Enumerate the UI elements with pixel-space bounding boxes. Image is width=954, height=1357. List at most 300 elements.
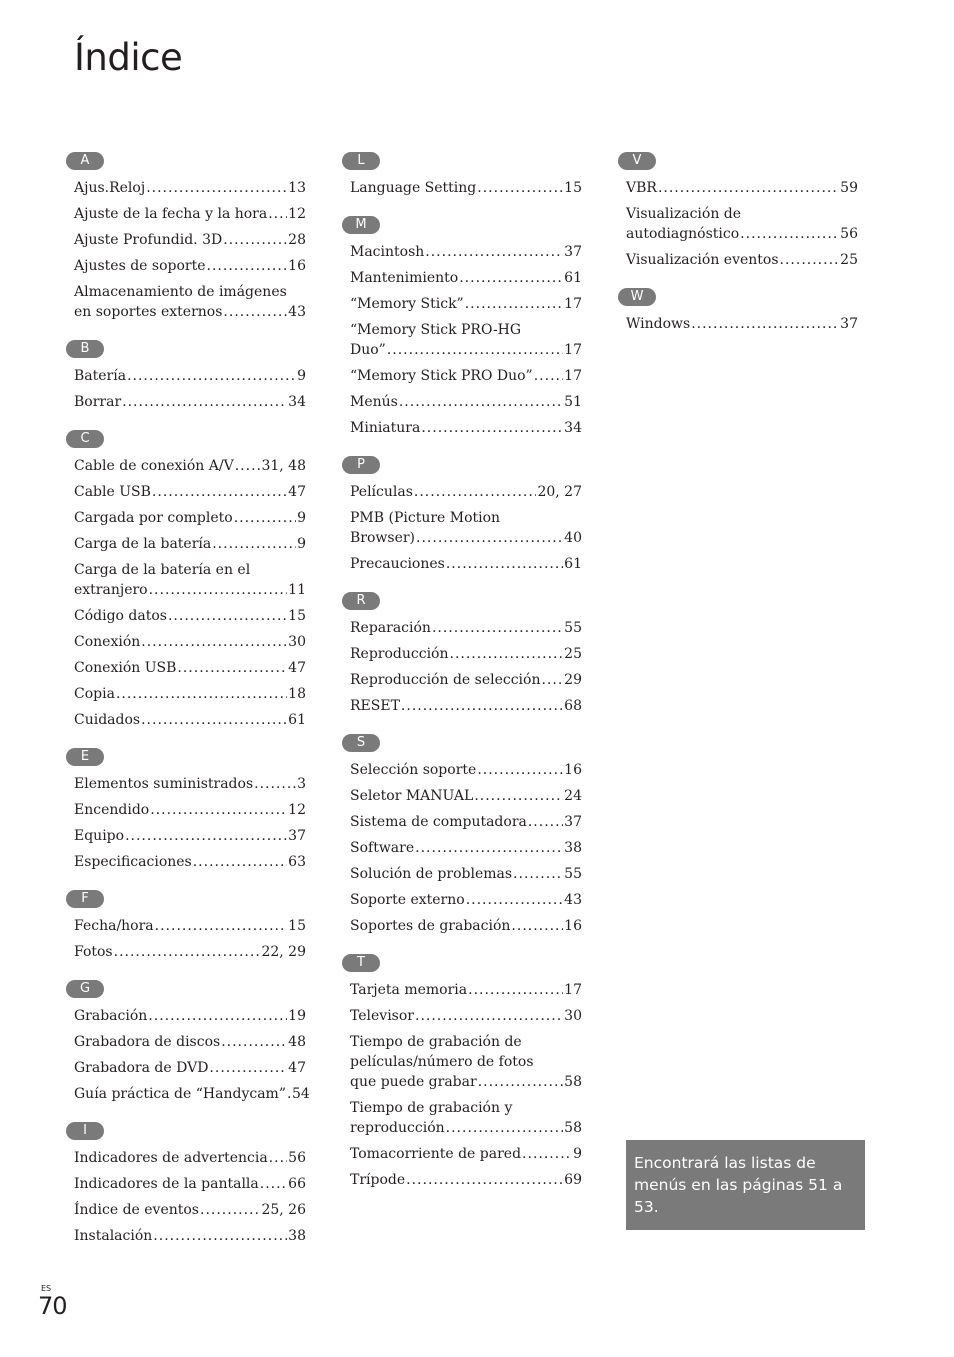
entry-term: Reproducción de selección [350, 672, 541, 688]
entry-row [626, 314, 858, 334]
dot-leader [209, 1058, 287, 1078]
index-entry [350, 618, 582, 638]
dot-leader [425, 242, 563, 262]
entry-term: Índice de eventos [74, 1202, 199, 1218]
entry-term-line: Tiempo de grabación de [350, 1034, 522, 1050]
section-letter-badge: C [66, 430, 104, 448]
dot-leader [780, 250, 840, 270]
entry-row [74, 800, 306, 820]
entry-term: Borrar [74, 394, 122, 410]
menu-lists-note: Encontrará las listas de menús en las páginas 51 a 53. [626, 1140, 865, 1230]
entry-page-number: 38 [564, 840, 582, 856]
dot-leader [477, 760, 563, 780]
dot-leader [466, 890, 563, 910]
index-entry [74, 942, 306, 962]
entry-page-number: 68 [564, 698, 582, 714]
index-entry [74, 1006, 306, 1026]
entry-row [74, 1006, 306, 1026]
entry-page-number: 25 [564, 646, 582, 662]
dot-leader [658, 178, 839, 198]
entry-term: Selección soporte [350, 762, 477, 778]
entry-term: Cuidados [74, 712, 141, 728]
dot-leader [207, 256, 288, 276]
entry-term: Soporte externo [350, 892, 465, 908]
entry-page-number: 9 [297, 368, 306, 384]
entry-page-number: 18 [288, 686, 306, 702]
index-entry [350, 1098, 582, 1138]
entry-term: Indicadores de advertencia [74, 1150, 268, 1166]
entry-page-number: 17 [564, 368, 582, 384]
dot-leader [465, 294, 563, 314]
index-entry [626, 250, 858, 270]
entry-page-number: 61 [564, 556, 582, 572]
entry-row [74, 456, 306, 476]
entry-row [74, 580, 306, 600]
entry-row [74, 178, 306, 198]
entry-row [350, 1118, 582, 1138]
entry-row [74, 1174, 306, 1194]
dot-leader [534, 366, 563, 386]
entry-page-number: 58 [564, 1120, 582, 1136]
entry-term: Trípode [350, 1172, 406, 1188]
entry-term: “Memory Stick” [350, 296, 464, 312]
dot-leader [416, 528, 563, 548]
entry-page-number: 22, 29 [261, 944, 306, 960]
dot-leader [740, 224, 839, 244]
entry-term: Visualización eventos [626, 252, 779, 268]
index-entry [74, 774, 306, 794]
entry-page-number: 15 [564, 180, 582, 196]
dot-leader [414, 482, 537, 502]
index-entry [74, 1174, 306, 1194]
dot-leader [223, 230, 287, 250]
entry-row [74, 302, 306, 322]
dot-leader [268, 204, 287, 224]
language-label: ES [41, 1284, 52, 1293]
index-entry [74, 366, 306, 386]
entry-row [74, 534, 306, 554]
entry-page-number: 55 [564, 620, 582, 636]
index-entry [74, 852, 306, 872]
entry-page-number: 9 [573, 1146, 582, 1162]
index-section-s [342, 731, 582, 936]
entry-page-number: 25 [840, 252, 858, 268]
dot-leader [114, 942, 261, 962]
entry-row [74, 774, 306, 794]
entry-term: RESET [350, 698, 400, 714]
index-entry [350, 1170, 582, 1190]
entry-row [74, 826, 306, 846]
entry-term: Grabadora de DVD [74, 1060, 209, 1076]
entry-row [350, 670, 582, 690]
entry-term: Cargada por completo [74, 510, 233, 526]
entry-term: Ajustes de soporte [74, 258, 206, 274]
dot-leader [149, 580, 288, 600]
dot-leader [406, 1170, 563, 1190]
index-entry [350, 366, 582, 386]
entry-row [350, 890, 582, 910]
entry-page-number: 37 [564, 244, 582, 260]
index-entry [74, 916, 306, 936]
entry-row [74, 204, 306, 224]
entry-term: Películas [350, 484, 413, 500]
entry-term: Miniatura [350, 420, 421, 436]
entry-page-number: 17 [564, 342, 582, 358]
index-entry [74, 534, 306, 554]
dot-leader [141, 632, 287, 652]
entry-term-line: películas/número de fotos [350, 1054, 534, 1070]
entry-row [74, 1084, 310, 1104]
entry-row [74, 230, 306, 250]
entry-term: “Memory Stick PRO Duo” [350, 368, 533, 384]
dot-leader [450, 644, 564, 664]
entry-term: Language Setting [350, 180, 477, 196]
entry-row [350, 366, 582, 386]
entry-page-number: 20, 27 [537, 484, 582, 500]
dot-leader [155, 916, 288, 936]
index-section-f [66, 887, 306, 962]
index-entry [74, 230, 306, 250]
index-section-l [342, 149, 582, 198]
entry-term: Guía práctica de “Handycam” [74, 1086, 286, 1102]
entry-page-number: 12 [288, 206, 306, 222]
dot-leader [148, 1006, 287, 1026]
entry-term: Soportes de grabación [350, 918, 511, 934]
entry-row [74, 366, 306, 386]
entry-term: Software [350, 840, 415, 856]
entry-page-number: 61 [288, 712, 306, 728]
entry-term-line: Carga de la batería en el [74, 562, 251, 578]
dot-leader [432, 618, 563, 638]
entry-term-line: “Memory Stick PRO-HG [350, 322, 522, 338]
dot-leader [235, 456, 261, 476]
index-entry [350, 890, 582, 910]
index-entry [74, 632, 306, 652]
index-section-v [618, 149, 858, 270]
index-entry [350, 864, 582, 884]
index-section-c [66, 427, 306, 730]
entry-row [350, 1170, 582, 1190]
dot-leader [168, 606, 287, 626]
entry-row [74, 658, 306, 678]
entry-page-number: 56 [288, 1150, 306, 1166]
entry-row [350, 864, 582, 884]
dot-leader [446, 554, 563, 574]
dot-leader [122, 392, 287, 412]
entry-page-number: 47 [288, 484, 306, 500]
index-entry [74, 800, 306, 820]
entry-row [74, 916, 306, 936]
entry-row [350, 294, 582, 314]
entry-term: Seletor MANUAL [350, 788, 474, 804]
entry-row [74, 256, 306, 276]
entry-term-line: Almacenamiento de imágenes [74, 284, 287, 300]
dot-leader [415, 838, 563, 858]
entry-page-number: 15 [288, 918, 306, 934]
index-entry [350, 482, 582, 502]
entry-page-number: 9 [297, 536, 306, 552]
entry-term: Browser) [350, 530, 416, 546]
index-entry [350, 838, 582, 858]
page-title: Índice [74, 36, 183, 79]
section-letter-badge: P [342, 456, 380, 474]
entry-page-number: 40 [564, 530, 582, 546]
entry-row [350, 418, 582, 438]
entry-term: Cable de conexión A/V [74, 458, 234, 474]
index-section-m [342, 213, 582, 438]
entry-term: Ajuste Profundid. 3D [74, 232, 223, 248]
dot-leader [212, 534, 296, 554]
entry-row [350, 482, 582, 502]
dot-leader [150, 800, 287, 820]
entry-page-number: 29 [564, 672, 582, 688]
index-entry [74, 508, 306, 528]
entry-term: Mantenimiento [350, 270, 459, 286]
dot-leader [522, 1144, 572, 1164]
entry-row [74, 606, 306, 626]
section-letter-badge: E [66, 748, 104, 766]
entry-page-number: 15 [288, 608, 306, 624]
dot-leader [193, 852, 287, 872]
index-entry [350, 1144, 582, 1164]
index-entry [350, 812, 582, 832]
entry-row [350, 786, 582, 806]
dot-leader [234, 508, 296, 528]
entry-term: Reproducción [350, 646, 449, 662]
entry-term: Especificaciones [74, 854, 192, 870]
entry-term: Fecha/hora [74, 918, 154, 934]
entry-term: Batería [74, 368, 127, 384]
section-letter-badge: B [66, 340, 104, 358]
entry-term: en soportes externos [74, 304, 223, 320]
page-number: 70 [38, 1292, 67, 1320]
section-letter-badge: F [66, 890, 104, 908]
dot-leader [269, 1148, 288, 1168]
dot-leader [125, 826, 287, 846]
entry-row [626, 224, 858, 244]
entry-row [350, 812, 582, 832]
entry-term: Conexión USB [74, 660, 177, 676]
entry-term: que puede grabar [350, 1074, 477, 1090]
entry-page-number: 13 [288, 180, 306, 196]
entry-page-number: 28 [288, 232, 306, 248]
entry-term: VBR [626, 180, 657, 196]
index-entry [350, 242, 582, 262]
index-entry [350, 178, 582, 198]
entry-row [350, 1072, 582, 1092]
index-entry [74, 1058, 306, 1078]
index-entry [74, 710, 306, 730]
entry-term: Sistema de computadora [350, 814, 527, 830]
entry-page-number: 55 [564, 866, 582, 882]
entry-term: Tomacorriente de pared [350, 1146, 522, 1162]
entry-page-number: 17 [564, 982, 582, 998]
entry-page-number: 25, 26 [261, 1202, 306, 1218]
entry-row [350, 838, 582, 858]
entry-page-number: 9 [297, 510, 306, 526]
index-section-r [342, 589, 582, 716]
entry-row [350, 554, 582, 574]
dot-leader [254, 774, 296, 794]
section-letter-badge: G [66, 980, 104, 998]
entry-term: extranjero [74, 582, 148, 598]
entry-term: Instalación [74, 1228, 153, 1244]
entry-page-number: 3 [297, 776, 306, 792]
dot-leader [152, 482, 287, 502]
entry-term: Ajuste de la fecha y la hora [74, 206, 268, 222]
entry-term: Carga de la batería [74, 536, 212, 552]
entry-row [74, 852, 306, 872]
index-entry [350, 294, 582, 314]
entry-page-number: 37 [840, 316, 858, 332]
dot-leader [387, 340, 563, 360]
dot-leader [541, 670, 563, 690]
entry-row [74, 482, 306, 502]
entry-page-number: 34 [288, 394, 306, 410]
entry-term: Elementos suministrados [74, 776, 254, 792]
entry-page-number: 24 [564, 788, 582, 804]
entry-term: Grabadora de discos [74, 1034, 221, 1050]
index-entry [350, 916, 582, 936]
dot-leader [401, 696, 563, 716]
entry-term: Conexión [74, 634, 141, 650]
entry-row [74, 684, 306, 704]
entry-term: Menús [350, 394, 398, 410]
dot-leader [511, 916, 563, 936]
dot-leader [146, 178, 287, 198]
entry-page-number: 66 [288, 1176, 306, 1192]
dot-leader [177, 658, 287, 678]
index-entry [626, 178, 858, 198]
index-entry [74, 256, 306, 276]
entry-row [350, 1006, 582, 1026]
entry-term: Copia [74, 686, 115, 702]
index-column-3 [618, 149, 858, 349]
index-entry [350, 1032, 582, 1092]
index-entry [74, 178, 306, 198]
section-letter-badge: V [618, 152, 656, 170]
entry-row [350, 178, 582, 198]
index-entry [350, 760, 582, 780]
entry-term: autodiagnóstico [626, 226, 740, 242]
entry-page-number: 17 [564, 296, 582, 312]
dot-leader [446, 1118, 564, 1138]
entry-row [350, 1144, 582, 1164]
index-entry [74, 204, 306, 224]
entry-page-number: 38 [288, 1228, 306, 1244]
entry-term: Fotos [74, 944, 113, 960]
entry-row [350, 644, 582, 664]
entry-page-number: 43 [288, 304, 306, 320]
index-entry [350, 418, 582, 438]
index-entry [626, 314, 858, 334]
entry-page-number: 56 [840, 226, 858, 242]
entry-term: Cable USB [74, 484, 151, 500]
entry-page-number: 43 [564, 892, 582, 908]
index-entry [74, 1148, 306, 1168]
entry-page-number: 12 [288, 802, 306, 818]
index-section-e [66, 745, 306, 872]
entry-term: Precauciones [350, 556, 445, 572]
entry-page-number: 47 [288, 1060, 306, 1076]
index-entry [350, 980, 582, 1000]
entry-row [74, 710, 306, 730]
index-entry [350, 786, 582, 806]
dot-leader [200, 1200, 260, 1220]
dot-leader [478, 1072, 563, 1092]
dot-leader [415, 1006, 563, 1026]
entry-page-number: 63 [288, 854, 306, 870]
index-entry [74, 482, 306, 502]
entry-page-number: 37 [564, 814, 582, 830]
entry-page-number: 16 [564, 762, 582, 778]
entry-page-number: 16 [288, 258, 306, 274]
dot-leader [221, 1032, 287, 1052]
dot-leader [513, 864, 563, 884]
dot-leader [474, 786, 563, 806]
index-section-t [342, 951, 582, 1190]
entry-page-number: 54 [291, 1086, 310, 1102]
entry-term: Windows [626, 316, 691, 332]
entry-term: Televisor [350, 1008, 414, 1024]
index-section-i [66, 1119, 306, 1246]
index-section-g [66, 977, 310, 1104]
section-letter-badge: T [342, 954, 380, 972]
entry-row [74, 392, 306, 412]
index-entry [350, 392, 582, 412]
section-letter-badge: L [342, 152, 380, 170]
section-letter-badge: R [342, 592, 380, 610]
entry-row [626, 250, 858, 270]
entry-row [74, 1058, 306, 1078]
entry-row [350, 980, 582, 1000]
index-entry [350, 696, 582, 716]
entry-page-number: 37 [288, 828, 306, 844]
entry-term-line: Tiempo de grabación y [350, 1100, 513, 1116]
index-entry [350, 554, 582, 574]
entry-row [350, 242, 582, 262]
entry-row [74, 1148, 306, 1168]
entry-term: Equipo [74, 828, 125, 844]
index-entry [350, 670, 582, 690]
entry-row [350, 696, 582, 716]
dot-leader [477, 178, 563, 198]
entry-page-number: 48 [288, 1034, 306, 1050]
entry-row [626, 178, 858, 198]
dot-leader [260, 1174, 287, 1194]
entry-page-number: 69 [564, 1172, 582, 1188]
entry-term: Ajus.Reloj [74, 180, 146, 196]
dot-leader [459, 268, 563, 288]
entry-page-number: 61 [564, 270, 582, 286]
dot-leader [691, 314, 839, 334]
section-letter-badge: A [66, 152, 104, 170]
index-entry [74, 560, 306, 600]
section-letter-badge: W [618, 288, 656, 306]
entry-row [350, 528, 582, 548]
entry-row [350, 760, 582, 780]
dot-leader [287, 1084, 291, 1104]
entry-page-number: 11 [288, 582, 306, 598]
entry-row [350, 392, 582, 412]
index-entry [74, 1084, 310, 1104]
entry-term-line: Visualización de [626, 206, 742, 222]
entry-term: Macintosh [350, 244, 425, 260]
dot-leader [141, 710, 287, 730]
index-entry [74, 606, 306, 626]
section-letter-badge: I [66, 1122, 104, 1140]
entry-row [74, 1226, 306, 1246]
